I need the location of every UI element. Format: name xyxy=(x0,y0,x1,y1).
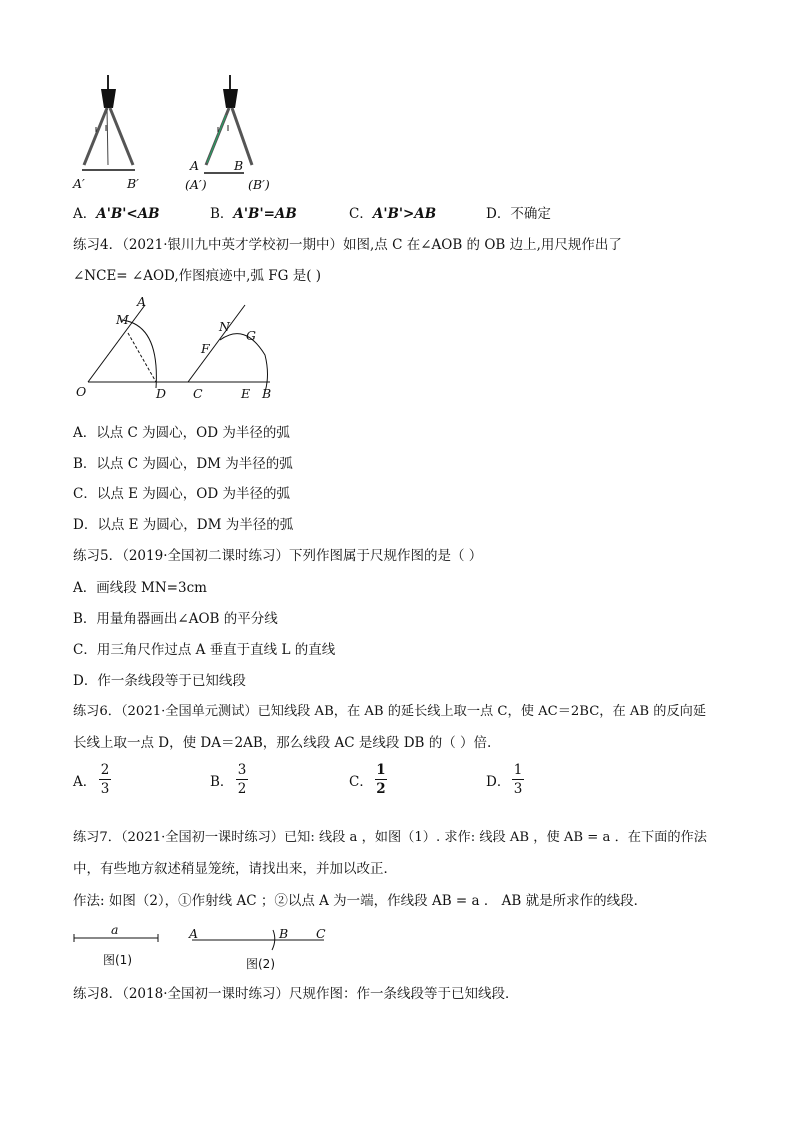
compass-right-icon xyxy=(204,75,252,173)
q5-stem: 练习5．（2019·全国初二课时练习）下列作图属于尺规作图的是（ ） xyxy=(73,548,483,564)
q4-label-e: E xyxy=(241,386,251,401)
q4-label-g: G xyxy=(246,328,256,343)
q6-option-d-letter[interactable]: D． xyxy=(486,774,511,790)
label-b-prime: B′ xyxy=(127,176,140,191)
q7-fig2-caption: 图(2) xyxy=(246,957,275,971)
q7-stem-line1: 练习7．（2021·全国初一课时练习）已知: 线段 a ，如图（1）. 求作: 线段 AB ，使 AB = a ．在下面的作法 xyxy=(73,830,707,845)
q4-option-d[interactable]: D．以点 E 为圆心，DM 为半径的弧 xyxy=(73,517,294,533)
q6-option-b-letter[interactable]: B． xyxy=(210,774,234,790)
q3-option-c[interactable]: C．A'B'>AB xyxy=(349,206,437,222)
compass-left-icon xyxy=(82,75,135,170)
q3-option-a[interactable]: A．A'B'<AB xyxy=(73,206,160,222)
q8-stem: 练习8．（2018·全国初一课时练习）尺规作图：作一条线段等于已知线段． xyxy=(73,986,519,1002)
q7-method-line: 作法: 如图（2），①作射线 AC ；②以点 A 为一端，作线段 AB = a ． AB 就是所求作的线段． xyxy=(73,893,648,909)
q6-option-d-fraction: 1 3 xyxy=(513,762,523,797)
q5-option-a[interactable]: A．画线段 MN=3cm xyxy=(73,580,207,596)
q4-label-a: A xyxy=(137,294,147,309)
q4-label-o: O xyxy=(76,384,87,399)
q7-fig2-label-c: C xyxy=(316,926,326,941)
q7-fig1-caption: 图(1) xyxy=(103,953,132,967)
q6-option-a-fraction: 2 3 xyxy=(100,762,110,797)
q4-option-a[interactable]: A．以点 C 为圆心，OD 为半径的弧 xyxy=(73,425,290,441)
q6-stem-line1: 练习6．（2021·全国单元测试）已知线段 AB，在 AB 的延长线上取一点 C，使 AC＝2BC，在 AB 的反向延 xyxy=(73,704,707,719)
q4-label-d: D xyxy=(156,386,167,401)
q6-stem-line2: 长线上取一点 D，使 DA＝2AB，那么线段 AC 是线段 DB 的（ ）倍. xyxy=(73,735,492,751)
q5-option-b[interactable]: B．用量角器画出∠AOB 的平分线 xyxy=(73,611,278,627)
q4-angle-figure xyxy=(70,290,290,405)
q7-fig1-label-a: a xyxy=(111,922,119,937)
q7-stem-line2: 中，有些地方叙述稍显笼统，请找出来，并加以改正． xyxy=(73,861,397,877)
q7-fig2-label-b: B xyxy=(279,926,289,941)
q4-label-n: N xyxy=(219,319,230,334)
q6-option-a-letter[interactable]: A． xyxy=(73,774,97,790)
label-b-prime-paren: (B′) xyxy=(248,177,270,192)
q4-label-b: B xyxy=(262,386,272,401)
q5-option-c[interactable]: C．用三角尺作过点 A 垂直于直线 L 的直线 xyxy=(73,642,336,658)
q4-label-c: C xyxy=(193,386,203,401)
label-a-prime-paren: (A′) xyxy=(185,177,207,192)
label-a-prime: A′ xyxy=(73,176,85,191)
q4-label-m: M xyxy=(116,312,129,327)
q6-option-c-letter[interactable]: C． xyxy=(349,774,373,790)
q6-option-b-fraction: 3 2 xyxy=(237,762,247,797)
q4-option-b[interactable]: B．以点 C 为圆心，DM 为半径的弧 xyxy=(73,456,293,472)
q6-option-c-fraction: 1 2 xyxy=(376,762,386,797)
q5-option-d[interactable]: D．作一条线段等于已知线段 xyxy=(73,673,246,689)
q3-option-d[interactable]: D．不确定 xyxy=(486,206,551,222)
q4-label-f: F xyxy=(201,341,210,356)
label-a: A xyxy=(190,158,200,173)
q3-option-b[interactable]: B．A'B'=AB xyxy=(210,206,297,222)
q4-stem-line1: 练习4．（2021·银川九中英才学校初一期中）如图,点 C 在∠AOB 的 OB 边上,用尺规作出了 xyxy=(73,237,622,253)
q7-fig2-label-a: A xyxy=(189,926,199,941)
q4-option-c[interactable]: C．以点 E 为圆心，OD 为半径的弧 xyxy=(73,486,290,502)
label-b: B xyxy=(234,158,244,173)
q4-stem-line2: ∠NCE= ∠AOD,作图痕迹中,弧 FG 是( ) xyxy=(73,268,322,284)
